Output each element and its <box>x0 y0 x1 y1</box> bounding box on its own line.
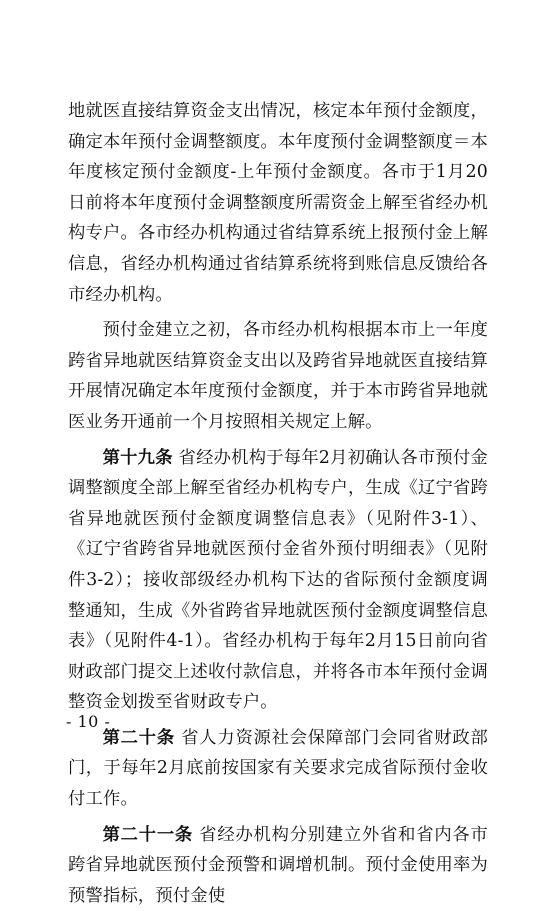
article-19-heading: 第十九条 <box>102 447 173 468</box>
article-21-text: 省经办机构分别建立外省和省内各市跨省异地就医预付金预警和调增机制。预付金使用率为预警指标，预付金使 <box>68 824 488 906</box>
paragraph-2-text: 预付金建立之初，各市经办机构根据本市上一年度跨省异地就医结算资金支出以及跨省异地就医直接结算开展情况确定本年度预付金额度，并于本市跨省异地就医业务开通前一个月按照相关规定上解。 <box>68 320 488 432</box>
article-20 <box>68 723 488 815</box>
article-19 <box>68 443 488 718</box>
article-20-text: 省人力资源社会保障部门会同省财政部门，于每年2月底前按国家有关要求完成省际预付金收付工作。 <box>68 727 488 810</box>
body-text <box>68 96 488 911</box>
paragraph-1 <box>68 96 488 310</box>
page-number: - 10 - <box>66 712 111 731</box>
article-20-heading: 第二十条 <box>102 727 175 748</box>
article-21-heading: 第二十一条 <box>102 824 193 845</box>
article-21 <box>68 820 488 911</box>
paragraph-1-text: 地就医直接结算资金支出情况，核定本年预付金额度，确定本年预付金调整额度。本年度预付金调整额度＝本年度核定预付金额度-上年预付金额度。各市于1月20日前将本年度预付金调整额度所需资金上解至省经办机构专户。各市经办机构通过省结算系统上报预付金上解信息，省经办机构通过省结算系统将到账信息反馈给各市经办机构。 <box>68 101 488 305</box>
paragraph-2 <box>68 315 488 437</box>
article-19-text: 省经办机构于每年2月初确认各市预付金调整额度全部上解至省经办机构专户，生成《辽宁省跨省异地就医预付金额度调整信息表》（见附件3-1）、《辽宁省跨省异地就医预付金省外预付明细表》（见附件3-2）；接收部级经办机构下达的省际预付金额度调整通知，生成《外省跨省异地就医预付金额度调整信息表》（见附件4-1）。省经办机构于每年2月15日前向省财政部门提交上述收付款信息，并将各市本年预付金调整资金划拨至省财政专户。 <box>68 447 488 713</box>
